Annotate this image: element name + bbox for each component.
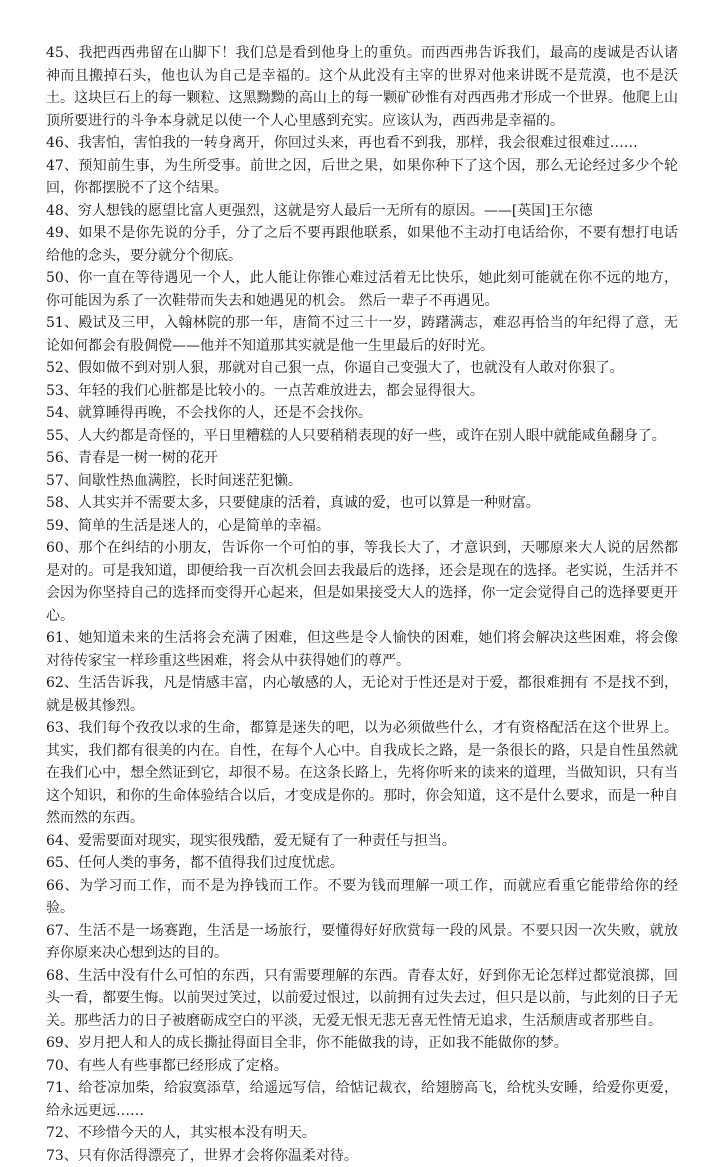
quote-item: 46、我害怕，害怕我的一转身离开，你回过头来，再也看不到我，那样，我会很难过很难过…… [46, 132, 678, 155]
quote-item: 72、不珍惜今天的人，其实根本没有明天。 [46, 1122, 678, 1145]
quote-item: 68、生活中没有什么可怕的东西，只有需要理解的东西。青春太好，好到你无论怎样过都觉浪掷，回头一看，都要生悔。以前哭过笑过，以前爱过恨过，以前拥有过失去过，但只是以前，与此刻的日子无关。那些活力的日子被磨砺成空白的平淡，无爱无恨无悲无喜无性情无追求，生活颓唐或者那些自。 [46, 965, 678, 1033]
quote-item: 66、为学习而工作，而不是为挣钱而工作。不要为钱而理解一项工作，而就应看重它能带给你的经验。 [46, 875, 678, 920]
quote-item: 47、预知前生事，为生所受事。前世之因，后世之果，如果你种下了这个因，那么无论经过多少个轮回，你都摆脱不了这个结果。 [46, 155, 678, 200]
quote-list [46, 42, 678, 1167]
quote-item: 50、你一直在等待遇见一个人，此人能让你锥心难过活着无比快乐，她此刻可能就在你不远的地方，你可能因为系了一次鞋带而失去和她遇见的机会。 然后一辈子不再遇见。 [46, 267, 678, 312]
quote-item: 55、人大约都是奇怪的，平日里糟糕的人只要稍稍表现的好一些，或许在别人眼中就能咸鱼翻身了。 [46, 425, 678, 448]
quote-item: 69、岁月把人和人的成长撕扯得面目全非，你不能做我的诗，正如我不能做你的梦。 [46, 1032, 678, 1055]
quote-item: 52、假如做不到对别人狠，那就对自己狠一点，你逼自己变强大了，也就没有人敢对你狠了。 [46, 357, 678, 380]
quote-item: 48、穷人想钱的愿望比富人更强烈，这就是穷人最后一无所有的原因。——[英国]王尔德 [46, 200, 678, 223]
quote-item: 57、间歇性热血满腔，长时间迷茫犯懒。 [46, 470, 678, 493]
quote-item: 70、有些人有些事都已经形成了定格。 [46, 1055, 678, 1078]
quote-item: 51、殿试及三甲，入翰林院的那一年，唐简不过三十一岁，踌躇满志，难忍再恰当的年纪得了意，无论如何都会有股倜傥——他并不知道那其实就是他一生里最后的好时光。 [46, 312, 678, 357]
quote-item: 63、我们每个孜孜以求的生命，都算是迷失的吧，以为必须做些什么，才有资格配活在这个世界上。其实，我们都有很美的内在。自性，在每个人心中。自我成长之路，是一条很长的路，只是自性虽然就在我们心中，想全然证到它，却很不易。在这条长路上，先将你听来的读来的道理，当做知识，只有当这个知识，和你的生命体验结合以后，才变成是你的。那时，你会知道，这不是什么要求，而是一种自然而然的东西。 [46, 717, 678, 830]
quote-item: 65、任何人类的事务，都不值得我们过度忧虑。 [46, 852, 678, 875]
quote-item: 73、只有你活得漂亮了，世界才会将你温柔对待。 [46, 1145, 678, 1167]
quote-item: 54、就算睡得再晚，不会找你的人，还是不会找你。 [46, 402, 678, 425]
quote-item: 71、给苍凉加柴，给寂寞添草，给遥远写信，给惦记裁衣，给翅膀高飞，给枕头安睡，给爱你更爱，给永远更远…… [46, 1077, 678, 1122]
quote-item: 58、人其实并不需要太多，只要健康的活着，真诚的爱，也可以算是一种财富。 [46, 492, 678, 515]
quote-item: 53、年轻的我们心脏都是比较小的。一点苦难放进去，都会显得很大。 [46, 380, 678, 403]
quote-item: 49、如果不是你先说的分手，分了之后不要再跟他联系，如果他不主动打电话给你，不要有想打电话给他的念头，要分就分个彻底。 [46, 222, 678, 267]
quote-item: 64、爱需要面对现实，现实很残酷，爱无疑有了一种责任与担当。 [46, 830, 678, 853]
quote-item: 59、简单的生活是迷人的，心是简单的幸福。 [46, 515, 678, 538]
quote-item: 61、她知道未来的生活将会充满了困难，但这些是令人愉快的困难，她们将会解决这些困难，将会像对待传家宝一样珍重这些困难，将会从中获得她们的尊严。 [46, 627, 678, 672]
quote-item: 45、我把西西弗留在山脚下！我们总是看到他身上的重负。而西西弗告诉我们，最高的虔诚是否认诸神而且搬掉石头，他也认为自己是幸福的。这个从此没有主宰的世界对他来讲既不是荒漠，也不是沃土。这块巨石上的每一颗粒、这黑黝黝的高山上的每一颗矿砂惟有对西西弗才形成一个世界。他爬上山顶所要进行的斗争本身就足以使一个人心里感到充实。应该认为，西西弗是幸福的。 [46, 42, 678, 132]
quote-item: 62、生活告诉我，凡是情感丰富，内心敏感的人，无论对于性还是对于爱，都很难拥有 不是找不到，就是极其惨烈。 [46, 672, 678, 717]
quote-item: 60、那个在纠结的小朋友，告诉你一个可怕的事，等我长大了，才意识到，天哪原来大人说的居然都是对的。可是我知道，即便给我一百次机会回去我最后的选择，还会是现在的选择。老实说，生活并不会因为你坚持自己的选择而变得开心起来，但是如果接受大人的选择，你一定会觉得自己的选择要更开心。 [46, 537, 678, 627]
quote-item: 56、青春是一树一树的花开 [46, 447, 678, 470]
quote-item: 67、生活不是一场赛跑，生活是一场旅行，要懂得好好欣赏每一段的风景。不要只因一次失败，就放弃你原来决心想到达的目的。 [46, 920, 678, 965]
